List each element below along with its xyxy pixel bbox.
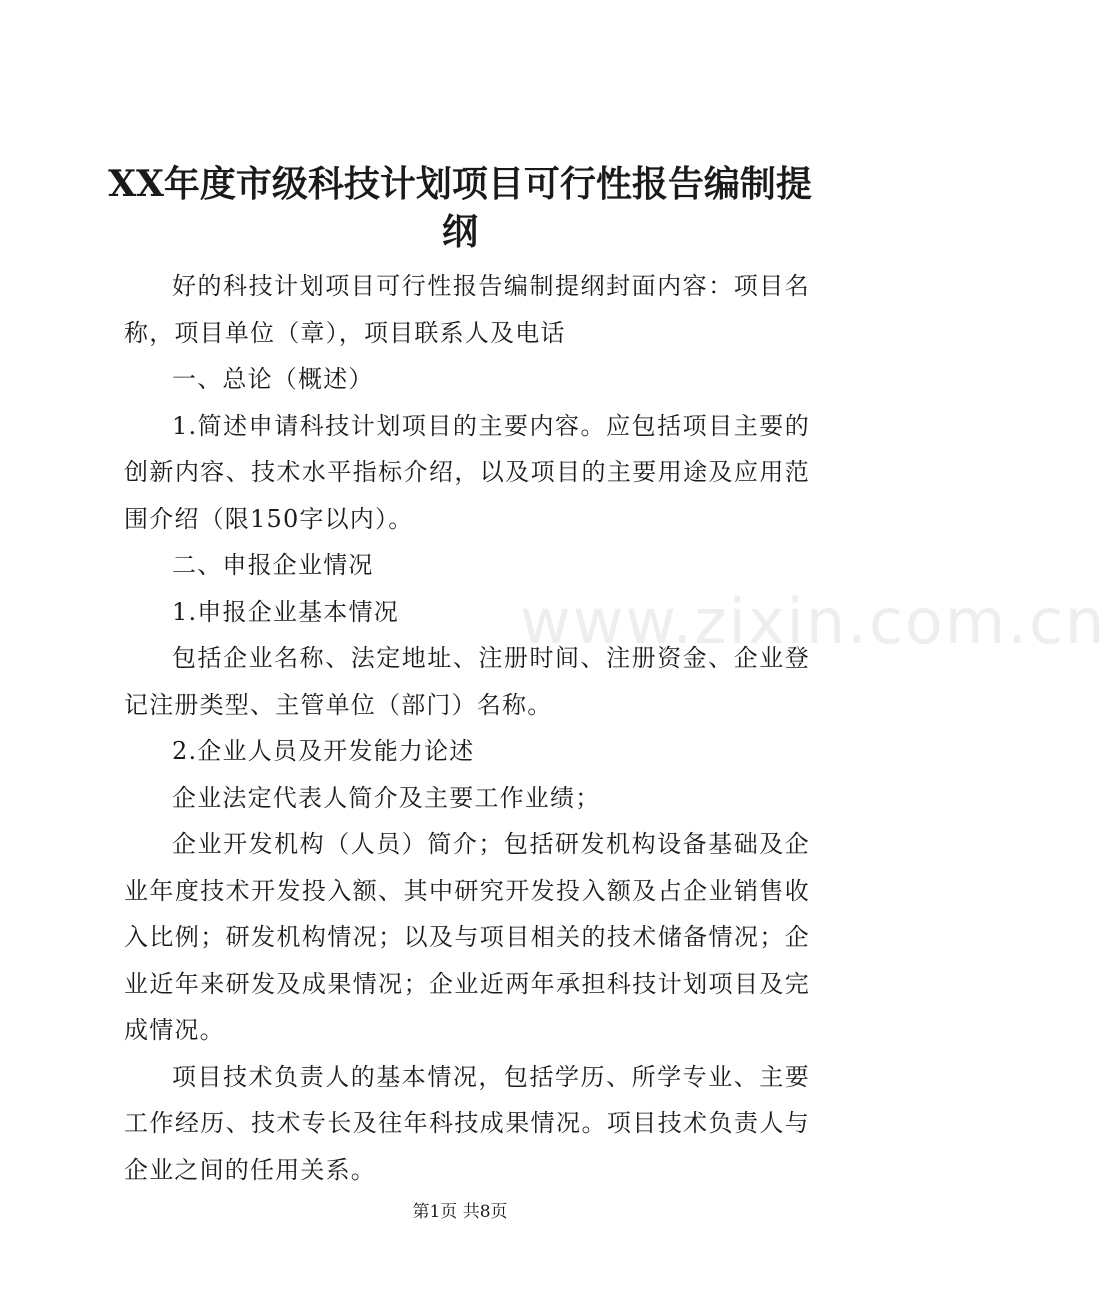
paragraph-legal-rep: 企业法定代表人简介及主要工作业绩； (172, 783, 601, 812)
paragraph-cover-content: 好的科技计划项目可行性报告编制提纲封面内容：项目名称，项目单位（章），项目联系人及电话 (124, 272, 810, 347)
paragraph-tech-lead: 项目技术负责人的基本情况，包括学历、所学专业、主要工作经历、技术专长及往年科技成果情况。项目技术负责人与企业之间的任用关系。 (124, 1062, 810, 1184)
document-body (124, 263, 810, 1193)
section-heading-company: 二、申报企业情况 (172, 551, 374, 579)
document-title: XX年度市级科技计划项目可行性报告编制提纲 (108, 163, 812, 253)
subheading-company-basic: 1.申报企业基本情况 (172, 597, 399, 626)
paragraph-main-content: 1.简述申请科技计划项目的主要内容。应包括项目主要的创新内容、技术水平指标介绍，以及项目的主要用途及应用范围介绍（限150字以内）。 (124, 411, 810, 533)
section-heading-overview: 一、总论（概述） (172, 365, 374, 393)
paragraph-company-basic: 包括企业名称、法定地址、注册时间、注册资金、企业登记注册类型、主管单位（部门）名称。 (124, 644, 810, 719)
watermark: www.zixin.com.cn (520, 585, 1106, 658)
subheading-company-staff: 2.企业人员及开发能力论述 (172, 737, 475, 765)
paragraph-rd-institution: 企业开发机构（人员）简介；包括研发机构设备基础及企业年度技术开发投入额、其中研究开发投入额及占企业销售收入比例；研发机构情况；以及与项目相关的技术储备情况；企业近年来研发及成果情况；企业近两年承担科技计划项目及完成情况。 (124, 830, 810, 1044)
page-number-footer: 第1页 共8页 (412, 1202, 508, 1222)
